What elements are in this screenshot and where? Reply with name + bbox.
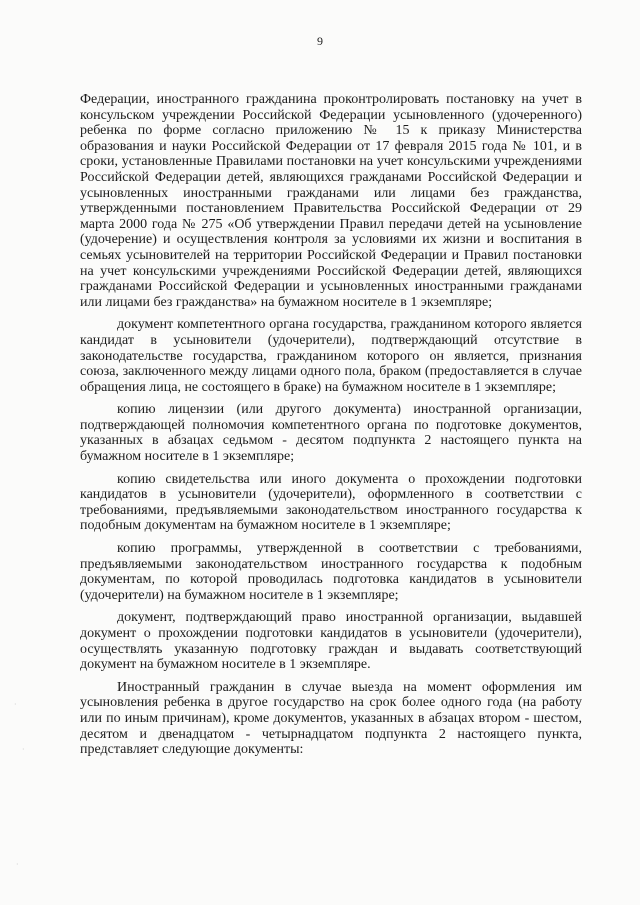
paragraph-program-copy: копию программы, утвержденной в соответствии с требованиями, предъявляемыми законодательством иностранного государства к подобным документам, по которой проводилась подготовка кандидатов в усыновители (удочерители) на бумажном носителе в 1 экземпляре;: [80, 541, 582, 603]
paragraph-continuation: Федерации, иностранного гражданина проконтролировать постановку на учет в консульском учреждении Российской Федерации усыновленного (удочеренного) ребенка по форме согласно приложению № 15 к приказу Министерства образования и науки Российской Федерации от 17 февраля 2015 года № 101, и в сроки, установленные Правилами постановки на учет консульскими учреждениями Российской Федерации детей, являющихся гражданами Российской Федерации и усыновленных иностранными гражданами или лицами без гражданства, утвержденными постановлением Правительства Российской Федерации от 29 марта 2000 года № 275 «Об утверждении Правил передачи детей на усыновление (удочерение) и осуществления контроля за условиями их жизни и воспитания в семьях усыновителей на территории Российской Федерации и Правил постановки на учет консульскими учреждениями Российской Федерации детей, являющихся гражданами Российской Федерации и усыновленных иностранными гражданами или лицами без гражданства» на бумажном носителе в 1 экземпляре;: [80, 92, 582, 310]
paragraph-organization-right-document: документ, подтверждающий право иностранной организации, выдавшей документ о прохождении подготовки кандидатов в усыновители (удочерители), осуществлять указанную подготовку граждан и выдавать соответствующий документ на бумажном носителе в 1 экземпляре.: [80, 610, 582, 673]
scan-artifact: ·: [14, 700, 17, 709]
document-body: [80, 92, 582, 765]
paragraph-competent-authority-document: документ компетентного органа государства, гражданином которого является кандидат в усыновители (удочерители), подтверждающий отсутствие в законодательстве государства, гражданином которого он является, признания союза, заключенного между лицами одного пола, браком (предоставляется в случае обращения лица, не состоящего в браке) на бумажном носителе в 1 экземпляре;: [80, 317, 582, 395]
scan-artifact: ·: [16, 860, 19, 869]
paragraph-training-certificate-copy: копию свидетельства или иного документа о прохождении подготовки кандидатов в усыновители (удочерители), оформленного в соответствии с требованиями, предъявляемыми законодательством иностранного государства к подобным документам на бумажном носителе в 1 экземпляре;: [80, 471, 582, 534]
paragraph-license-copy: копию лицензии (или другого документа) иностранной организации, подтверждающей полномочия компетентного органа по подготовке документов, указанных в абзацах седьмом - десятом подпункта 2 настоящего пункта на бумажном носителе в 1 экземпляре;: [80, 402, 582, 465]
scan-artifact: ·: [22, 745, 25, 754]
page-number: 9: [317, 34, 323, 48]
paragraph-foreign-citizen-departure: Иностранный гражданин в случае выезда на момент оформления им усыновления ребенка в другое государство на срок более одного года (на работу или по иным причинам), кроме документов, указанных в абзацах втором - шестом, десятом и двенадцатом - четырнадцатом подпункта 2 настоящего пункта, представляет следующие документы:: [80, 679, 582, 758]
